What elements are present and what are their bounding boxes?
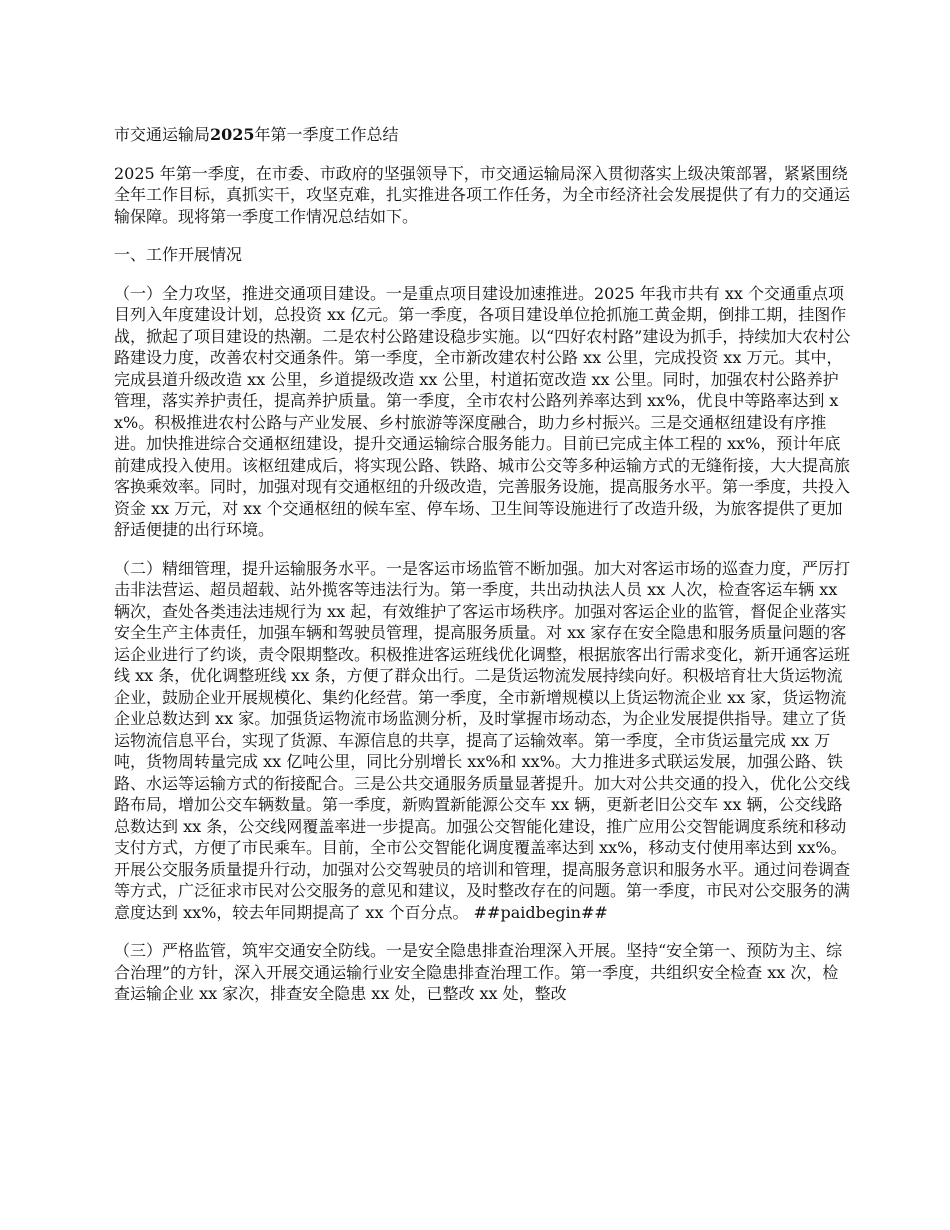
title-year: 2025	[210, 125, 255, 144]
title-prefix: 市交通运输局	[114, 125, 211, 144]
document-page	[114, 124, 854, 1005]
document-title	[114, 124, 854, 146]
paragraph-project-construction: （一）全力攻坚，推进交通项目建设。一是重点项目建设加速推进。2025 年我市共有 xx 个交通重点项目列入年度建设计划，总投资 xx 亿元。第一季度，各项目建设单位抢抓施工黄金期，倒排工期，挂图作战，掀起了项目建设的热潮。二是农村公路建设稳步实施。以“四好农村路”建设为抓手，持续加大农村公路建设力度，改善农村交通条件。第一季度，全市新改建农村公路 xx 公里，完成投资 xx 万元。其中，完成县道升级改造 xx 公里，乡道提级改造 xx 公里，村道拓宽改造 xx 公里。同时，加强农村公路养护管理，落实养护责任，提高养护质量。第一季度，全市农村公路列养率达到 xx%，优良中等路率达到 xx%。积极推进农村公路与产业发展、乡村旅游等深度融合，助力乡村振兴。三是交通枢纽建设有序推进。加快推进综合交通枢纽建设，提升交通运输综合服务能力。目前已完成主体工程的 xx%，预计年底前建成投入使用。该枢纽建成后，将实现公路、铁路、城市公交等多种运输方式的无缝衔接，大大提高旅客换乘效率。同时，加强对现有交通枢纽的升级改造，完善服务设施，提高服务水平。第一季度，共投入资金 xx 万元，对 xx 个交通枢纽的候车室、停车场、卫生间等设施进行了改造升级，为旅客提供了更加舒适便捷的出行环境。	[114, 283, 851, 539]
paragraph-transport-service: （二）精细管理，提升运输服务水平。一是客运市场监管不断加强。加大对客运市场的巡查力度，严厉打击非法营运、超员超载、站外揽客等违法行为。第一季度，共出动执法人员 xx 人次，检查客运车辆 xx 辆次，查处各类违法违规行为 xx 起，有效维护了客运市场秩序。加强对客运企业的监管，督促企业落实安全生产主体责任，加强车辆和驾驶员管理，提高服务质量。对 xx 家存在安全隐患和服务质量问题的客运企业进行了约谈，责令限期整改。积极推进客运班线优化调整，根据旅客出行需求变化，新开通客运班线 xx 条，优化调整班线 xx 条，方便了群众出行。二是货运物流发展持续向好。积极培育壮大货运物流企业，鼓励企业开展规模化、集约化经营。第一季度，全市新增规模以上货运物流企业 xx 家，货运物流企业总数达到 xx 家。加强货运物流市场监测分析，及时掌握市场动态，为企业发展提供指导。建立了货运物流信息平台，实现了货源、车源信息的共享，提高了运输效率。第一季度，全市货运量完成 xx 万吨，货物周转量完成 xx 亿吨公里，同比分别增长 xx%和 xx%。大力推进多式联运发展，加强公路、铁路、水运等运输方式的衔接配合。三是公共交通服务质量显著提升。加大对公共交通的投入，优化公交线路布局，增加公交车辆数量。第一季度，新购置新能源公交车 xx 辆，更新老旧公交车 xx 辆，公交线路总数达到 xx 条，公交线网覆盖率进一步提高。加强公交智能化建设，推广应用公交智能调度系统和移动支付方式，方便了市民乘车。目前，全市公交智能化调度覆盖率达到 xx%，移动支付使用率达到 xx%。开展公交服务质量提升行动，加强对公交驾驶员的培训和管理，提高服务意识和服务水平。通过问卷调查等方式，广泛征求市民对公交服务的意见和建议，及时整改存在的问题。第一季度，市民对公交服务的满意度达到 xx%，较去年同期提高了 xx 个百分点。 ##paidbegin##	[114, 558, 851, 922]
intro-paragraph: 2025 年第一季度，在市委、市政府的坚强领导下，市交通运输局深入贯彻落实上级决策部署，紧紧围绕全年工作目标，真抓实干，攻坚克难，扎实推进各项工作任务，为全市经济社会发展提供了有力的交通运输保障。现将第一季度工作情况总结如下。	[114, 163, 851, 226]
title-suffix: 年第一季度工作总结	[254, 125, 399, 144]
paragraph-safety-supervision: （三）严格监管，筑牢交通安全防线。一是安全隐患排查治理深入开展。坚持“安全第一、预防为主、综合治理”的方针，深入开展交通运输行业安全隐患排查治理工作。第一季度，共组织安全检查 xx 次，检查运输企业 xx 家次，排查安全隐患 xx 处，已整改 xx 处，整改	[114, 941, 843, 1003]
section-heading-1: 一、工作开展情况	[114, 245, 243, 264]
